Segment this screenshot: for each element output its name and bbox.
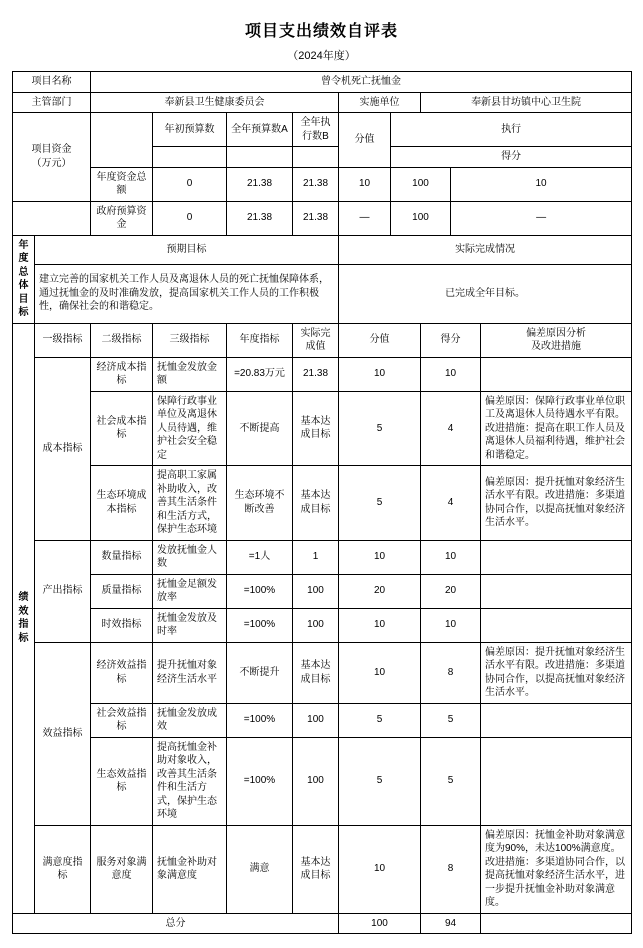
evaluation-table <box>12 71 632 934</box>
indicator-vertical-label-line2: 指标 <box>18 619 29 644</box>
indicator-year-target: =100% <box>227 737 293 825</box>
indicator-score: 10 <box>421 540 481 574</box>
funds-row1-exec-rate: 100 <box>391 167 451 201</box>
funds-col-score: 得分 <box>391 147 632 168</box>
indicator-actual: 100 <box>293 574 339 608</box>
funds-col-blank <box>91 113 153 168</box>
indicator-year-target: =20.83万元 <box>227 357 293 391</box>
project-name-value: 曾令机死亡抚恤金 <box>91 72 632 93</box>
indicator-level1-satisfaction: 满意度指标 <box>35 825 91 913</box>
indicator-score-value: 10 <box>339 825 421 913</box>
indicator-deviation <box>481 540 632 574</box>
indicator-year-target: =100% <box>227 703 293 737</box>
dept-label: 主管部门 <box>13 92 91 113</box>
funds-col-score-value: 分值 <box>339 113 391 168</box>
funds-col-budget-begin: 年初预算数 <box>153 113 227 147</box>
indicator-level3: 抚恤金足额发放率 <box>153 574 227 608</box>
funds-row1-scoreval: 10 <box>339 167 391 201</box>
annual-goal-expected-header: 预期目标 <box>35 235 339 264</box>
table-row-indicator-header <box>13 323 632 357</box>
indicator-level3: 提升抚恤对象经济生活水平 <box>153 642 227 703</box>
indicator-score-value: 20 <box>339 574 421 608</box>
funds-col-budget-year: 全年预算数A <box>227 113 293 147</box>
table-row-indicator <box>13 737 632 825</box>
indicator-level3: 提高抚恤金补助对象收入，改善其生活条件和生活方式，保护生态环境 <box>153 737 227 825</box>
annual-goal-label-line2: 总体 <box>18 266 29 291</box>
page-title: 项目支出绩效自评表 <box>244 23 398 40</box>
table-row-indicator <box>13 391 632 466</box>
table-row-indicator <box>13 703 632 737</box>
indicator-actual: 基本达成目标 <box>293 642 339 703</box>
indicator-level3: 抚恤金补助对象满意度 <box>153 825 227 913</box>
impl-unit-label: 实施单位 <box>339 92 421 113</box>
indicator-col-score: 得分 <box>421 323 481 357</box>
funds-row1-label: 年度资金总额 <box>91 167 153 201</box>
funds-row2-exec-rate: 100 <box>391 201 451 235</box>
indicator-deviation <box>481 608 632 642</box>
indicator-vertical-label-line1: 绩效 <box>18 592 29 617</box>
indicator-deviation <box>481 357 632 391</box>
funds-row2-exec: 21.38 <box>293 201 339 235</box>
table-row-departments <box>13 92 632 113</box>
indicator-score-value: 10 <box>339 642 421 703</box>
funds-row1-begin: 0 <box>153 167 227 201</box>
indicator-col-level1: 一级指标 <box>35 323 91 357</box>
table-row-indicator <box>13 357 632 391</box>
indicator-actual: 100 <box>293 703 339 737</box>
indicator-level3: 抚恤金发放金额 <box>153 357 227 391</box>
indicator-col-year-target: 年度指标 <box>227 323 293 357</box>
indicator-actual: 21.38 <box>293 357 339 391</box>
funds-row2-year: 21.38 <box>227 201 293 235</box>
funds-row2-scoreval: — <box>339 201 391 235</box>
indicator-col-level2: 二级指标 <box>91 323 153 357</box>
funds-subcol-exec <box>293 147 339 168</box>
indicator-score: 10 <box>421 608 481 642</box>
annual-goal-label <box>13 235 35 323</box>
indicator-score: 4 <box>421 391 481 466</box>
indicator-level2: 数量指标 <box>91 540 153 574</box>
funds-row2-score: — <box>451 201 632 235</box>
table-row-annual-goal-header <box>13 235 632 264</box>
indicator-score-value: 10 <box>339 540 421 574</box>
indicator-level3: 保障行政事业单位及离退休人员待遇，维护社会安全稳定 <box>153 391 227 466</box>
indicator-score: 8 <box>421 825 481 913</box>
page-subtitle: （2024年度） <box>287 50 356 62</box>
funds-row1-exec: 21.38 <box>293 167 339 201</box>
funds-row1-score: 10 <box>451 167 632 201</box>
indicator-score-value: 5 <box>339 466 421 541</box>
indicator-level2: 社会成本指标 <box>91 391 153 466</box>
table-row-funds-gov <box>13 201 632 235</box>
indicator-actual: 100 <box>293 608 339 642</box>
total-score-value: 100 <box>339 913 421 934</box>
indicator-score: 5 <box>421 703 481 737</box>
indicator-score: 8 <box>421 642 481 703</box>
funds-row2-begin: 0 <box>153 201 227 235</box>
funds-subcol-year <box>227 147 293 168</box>
indicator-col-level3: 三级指标 <box>153 323 227 357</box>
funds-col-exec-year: 全年执行数B <box>293 113 339 147</box>
impl-unit-value: 奉新县甘坊镇中心卫生院 <box>421 92 632 113</box>
indicator-deviation: 偏差原因：提升抚恤对象经济生活水平有限。改进措施：多渠道协同合作，以提高抚恤对象经济生活水平。 <box>481 642 632 703</box>
indicator-col-deviation-line1: 偏差原因分析 <box>526 327 587 339</box>
annual-goal-expected-text: 建立完善的国家机关工作人员及离退休人员的死亡抚恤保障体系，通过抚恤金的及时准确发放，提高国家机关工作人员的工作积极性，确保社会的和谐稳定。 <box>35 264 339 323</box>
indicator-year-target: 不断提升 <box>227 642 293 703</box>
indicator-year-target: 满意 <box>227 825 293 913</box>
funds-label-line2: （万元） <box>31 157 72 169</box>
table-row-indicator <box>13 608 632 642</box>
funds-subcol-begin <box>153 147 227 168</box>
indicator-level2: 经济成本指标 <box>91 357 153 391</box>
indicator-score-value: 5 <box>339 737 421 825</box>
indicator-deviation <box>481 703 632 737</box>
indicator-vertical-label <box>13 323 35 913</box>
funds-row2-label: 政府预算资金 <box>91 201 153 235</box>
funds-label <box>13 113 91 202</box>
indicator-col-deviation-line2: 及改进措施 <box>531 341 582 352</box>
indicator-level3: 抚恤金发放成效 <box>153 703 227 737</box>
indicator-level2: 时效指标 <box>91 608 153 642</box>
indicator-level1-benefit: 效益指标 <box>35 642 91 825</box>
table-row-project-name <box>13 72 632 93</box>
funds-label-line1: 项目资金 <box>31 144 72 156</box>
table-row-annual-goal-body <box>13 264 632 323</box>
indicator-year-target: 生态环境不断改善 <box>227 466 293 541</box>
indicator-col-actual: 实际完成值 <box>293 323 339 357</box>
indicator-level2: 服务对象满意度 <box>91 825 153 913</box>
annual-goal-label-line3: 目标 <box>18 293 29 318</box>
indicator-level3: 发放抚恤金人数 <box>153 540 227 574</box>
table-row-indicator <box>13 540 632 574</box>
annual-goal-actual-text: 已完成全年目标。 <box>339 264 632 323</box>
table-row-funds-header <box>13 113 632 147</box>
table-row-indicator <box>13 466 632 541</box>
indicator-year-target: =100% <box>227 608 293 642</box>
funds-col-exec-group: 执行 <box>391 113 632 147</box>
indicator-score: 10 <box>421 357 481 391</box>
indicator-actual: 基本达成目标 <box>293 466 339 541</box>
indicator-actual: 基本达成目标 <box>293 825 339 913</box>
total-label: 总分 <box>13 913 339 934</box>
indicator-score-value: 10 <box>339 608 421 642</box>
indicator-score-value: 5 <box>339 391 421 466</box>
total-blank <box>481 913 632 934</box>
indicator-level2: 生态环境成本指标 <box>91 466 153 541</box>
indicator-deviation: 偏差原因：抚恤金补助对象满意度为90%，未达100%满意度。改进措施：多渠道协同合作，以提高抚恤对象经济生活水平，进一步提升抚恤金补助对象满意度。 <box>481 825 632 913</box>
indicator-deviation: 偏差原因：提升抚恤对象经济生活水平有限。改进措施：多渠道协同合作，以提高抚恤对象经济生活水平。 <box>481 466 632 541</box>
indicator-score: 4 <box>421 466 481 541</box>
indicator-actual: 100 <box>293 737 339 825</box>
funds-row1-year: 21.38 <box>227 167 293 201</box>
indicator-deviation <box>481 737 632 825</box>
indicator-level3: 抚恤金发放及时率 <box>153 608 227 642</box>
indicator-deviation: 偏差原因：保障行政事业单位职工及离退休人员待遇水平有限。改进措施：提高在职工作人员及离退休人员福利待遇，维护社会和谐稳定。 <box>481 391 632 466</box>
indicator-level2: 生态效益指标 <box>91 737 153 825</box>
indicator-level1-cost: 成本指标 <box>35 357 91 540</box>
table-row-total <box>13 913 632 934</box>
indicator-actual: 1 <box>293 540 339 574</box>
indicator-score-value: 5 <box>339 703 421 737</box>
indicator-col-score-value: 分值 <box>339 323 421 357</box>
indicator-actual: 基本达成目标 <box>293 391 339 466</box>
indicator-level2: 社会效益指标 <box>91 703 153 737</box>
indicator-col-deviation <box>481 323 632 357</box>
dept-value: 奉新县卫生健康委员会 <box>91 92 339 113</box>
annual-goal-actual-header: 实际完成情况 <box>339 235 632 264</box>
table-row-indicator <box>13 642 632 703</box>
annual-goal-label-line1: 年度 <box>18 239 29 264</box>
indicator-level2: 质量指标 <box>91 574 153 608</box>
table-row-funds-total <box>13 167 632 201</box>
indicator-year-target: 不断提高 <box>227 391 293 466</box>
indicator-level3: 提高职工家属补助收入，改善其生活条件和生活方式，保护生态环境 <box>153 466 227 541</box>
indicator-score: 20 <box>421 574 481 608</box>
project-name-label: 项目名称 <box>13 72 91 93</box>
total-score: 94 <box>421 913 481 934</box>
indicator-score: 5 <box>421 737 481 825</box>
indicator-deviation <box>481 574 632 608</box>
funds-row2-spacer <box>13 201 91 235</box>
indicator-level2: 经济效益指标 <box>91 642 153 703</box>
indicator-year-target: =100% <box>227 574 293 608</box>
table-row-indicator <box>13 825 632 913</box>
indicator-score-value: 10 <box>339 357 421 391</box>
table-row-indicator <box>13 574 632 608</box>
indicator-year-target: =1人 <box>227 540 293 574</box>
indicator-level1-output: 产出指标 <box>35 540 91 642</box>
